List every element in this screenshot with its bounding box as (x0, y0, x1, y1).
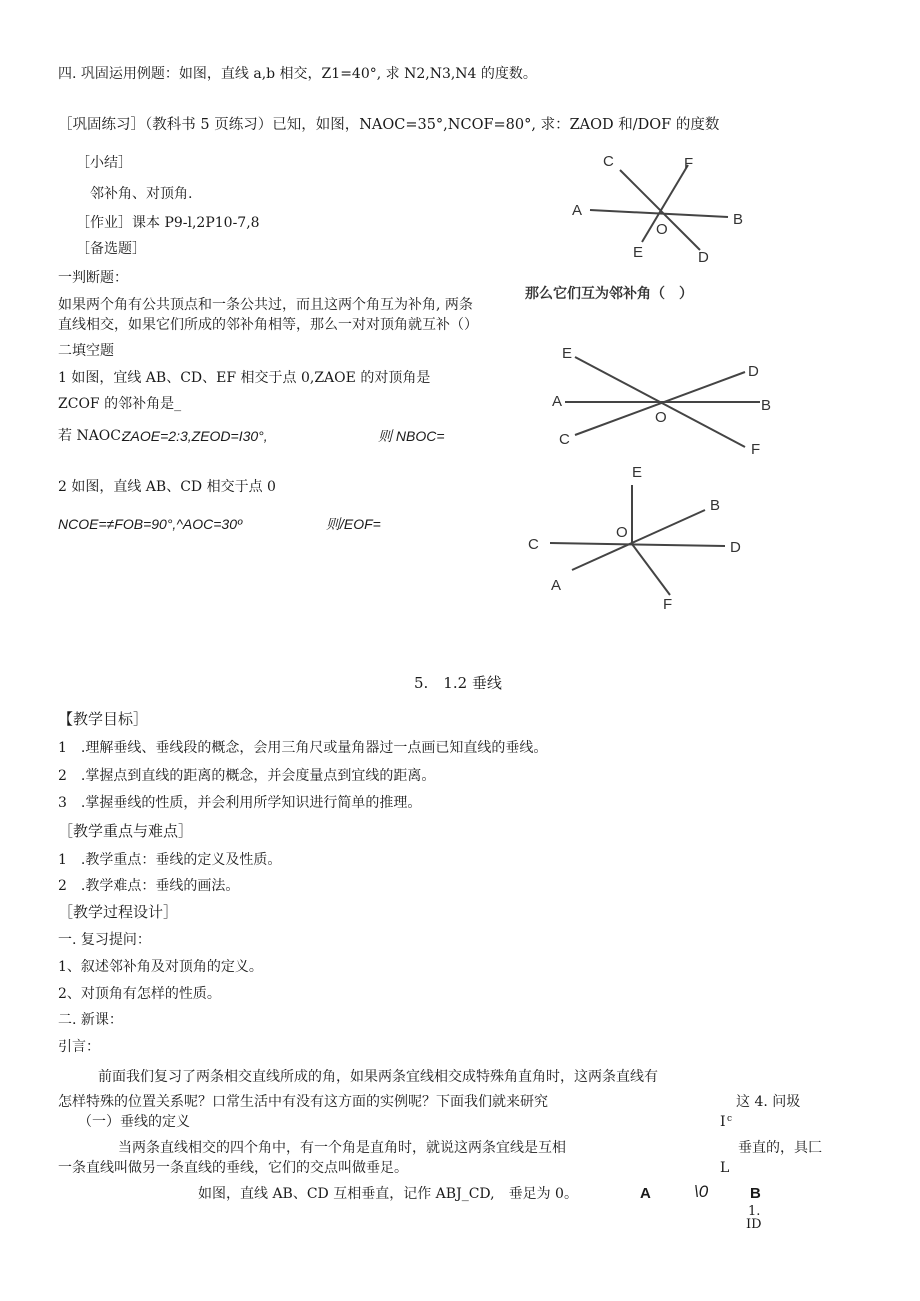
intro-paragraph-line2-right: 这 4. 问圾 (736, 1094, 801, 1110)
review-heading: 一. 复习提问： (58, 932, 151, 948)
fill-blank-q1-line3-prefix: 若 NAOC: (58, 428, 126, 444)
key-point-1: 1 .教学重点：垂线的定义及性质。 (58, 852, 282, 868)
fill-blank-q2-line2-given: NCOE=≠FOB=90°,^AOC=30º (58, 516, 243, 532)
perpendicular-notation: 如图，直线 AB、CD 互相垂直，记作 ABJ_CD, 垂足为 0。 (198, 1186, 578, 1202)
process-heading: ［教学过程设计］ (58, 903, 179, 921)
objective-1: 1 .理解垂线、垂线段的概念，会用三角尺或量角器过一点画已知直线的垂线。 (58, 740, 548, 756)
key-point-2: 2 .教学难点：垂线的画法。 (58, 878, 240, 894)
fig1-label-c: C (603, 153, 614, 170)
fig2-label-b: B (761, 397, 772, 414)
review-question-2: 2、对顶角有怎样的性质。 (58, 986, 221, 1002)
fill-blank-q1-line3-ratio: ZAOE=2:3,ZEOD=I30°, (122, 428, 268, 444)
fig3-label-c: C (528, 536, 539, 553)
fig2-label-c: C (559, 431, 570, 448)
fig3-label-f: F (663, 596, 673, 613)
fig3-label-e: E (632, 464, 643, 481)
fig2-label-o: O (655, 409, 667, 426)
fill-blank-q1-line2: ZCOF 的邻补角是_ (58, 396, 182, 412)
example-problem: 四. 巩固运用例题：如图，直线 a,b 相交，Z1=40°, 求 N2,N3,N4 的度数。 (58, 66, 537, 82)
figure-2-intersecting-lines (545, 340, 775, 465)
fill-blank-q2-line1: 2 如图，直线 AB、CD 相交于点 0 (58, 479, 276, 495)
definition-line1: 当两条直线相交的四个角中，有一个角是直角时，就说这两条宜线是互相 (118, 1140, 566, 1156)
fig3-line-ab (572, 510, 705, 570)
fig4-label-o: \0 (694, 1182, 709, 1201)
key-points-heading: ［教学重点与难点］ (58, 822, 194, 840)
fig4-mark-1: 1. (748, 1204, 761, 1219)
section-title: 5. 1.2 垂线 (414, 674, 502, 692)
fig1-label-e: E (633, 244, 644, 261)
review-question-1: 1、叙述邻补角及对顶角的定义。 (58, 959, 263, 975)
definition-heading: （一）垂线的定义 (78, 1114, 190, 1130)
fig2-label-e: E (562, 345, 573, 362)
fill-blank-heading: 二填空题 (58, 343, 114, 359)
introduction-heading: 引言： (58, 1039, 100, 1055)
objectives-heading: 【教学目标］ (58, 710, 149, 728)
fig4-label-a: A (640, 1185, 651, 1202)
summary-content: 邻补角、对顶角. (90, 186, 193, 202)
fill-blank-q1-line3-answer: 则 NBOC= (378, 428, 445, 444)
fig1-label-o: O (656, 221, 668, 238)
fig3-line-cd (550, 543, 725, 546)
fig3-label-d: D (730, 539, 741, 556)
fig3-label-b: B (710, 497, 721, 514)
fig1-label-b: B (733, 211, 744, 228)
intro-paragraph-line2: 怎样特殊的位置关系呢？口常生活中有没有这方面的实例呢？下面我们就来研究 (58, 1094, 548, 1110)
fig1-label-a: A (572, 202, 583, 219)
fig1-label-f: F (684, 155, 694, 172)
fig2-label-d: D (748, 363, 759, 380)
fig1-label-d: D (698, 249, 709, 266)
fig3-label-o: O (616, 524, 628, 541)
margin-mark-c: c (727, 1114, 733, 1124)
extra-questions-heading: ［备选题］ (76, 241, 146, 257)
objective-3: 3 .掌握垂线的性质，并会利用所学知识进行简单的推理。 (58, 795, 422, 811)
definition-line1-right: 垂直的，具匚 (738, 1140, 822, 1156)
fig4-label-d: ID (746, 1217, 762, 1232)
definition-line2: 一条直线叫做另一条直线的垂线，它们的交点叫做垂足。 (58, 1160, 408, 1176)
fill-blank-q2-line2-answer: 则/EOF= (326, 516, 381, 532)
objective-2: 2 .掌握点到直线的距离的概念，并会度量点到宜线的距离。 (58, 768, 436, 784)
figure-1-intersecting-lines (560, 150, 760, 270)
homework: ［作业］课本 P9-l,2P10-7,8 (76, 215, 260, 231)
fill-blank-q1-line1: 1 如图，宜线 AB、CD、EF 相交于点 0,ZAOE 的对顶角是 (58, 370, 431, 386)
true-false-heading: 一判断题： (58, 270, 128, 286)
margin-mark-i: I (720, 1114, 726, 1130)
new-lesson-heading: 二. 新课： (58, 1012, 123, 1028)
margin-mark-l: L (720, 1160, 730, 1176)
fig3-label-a: A (551, 577, 562, 594)
practice-problem: ［巩固练习］（教科书 5 页练习）已知，如图，NAOC=35°,NCOF=80°, 求：ZAOD 和/DOF 的度数 (58, 117, 720, 133)
fig4-label-b: B (750, 1185, 761, 1202)
true-false-question-line1: 如果两个角有公共顶点和一条公共过，而且这两个角互为补角, 两条 (58, 297, 473, 313)
intro-paragraph-line1: 前面我们复习了两条相交直线所成的角，如果两条宜线相交成特殊角直角时，这两条直线有 (98, 1069, 658, 1085)
figure-3-intersecting-lines (520, 460, 760, 615)
fig2-label-f: F (751, 441, 761, 458)
fig2-label-a: A (552, 393, 563, 410)
true-false-question-line2: 直线相交，如果它们所成的邻补角相等，那么一对对顶角就互补（） (58, 317, 478, 333)
side-note: 那么它们互为邻补角（ ） (525, 285, 693, 301)
fig3-line-of (632, 544, 670, 595)
summary-heading: ［小结］ (76, 155, 132, 171)
